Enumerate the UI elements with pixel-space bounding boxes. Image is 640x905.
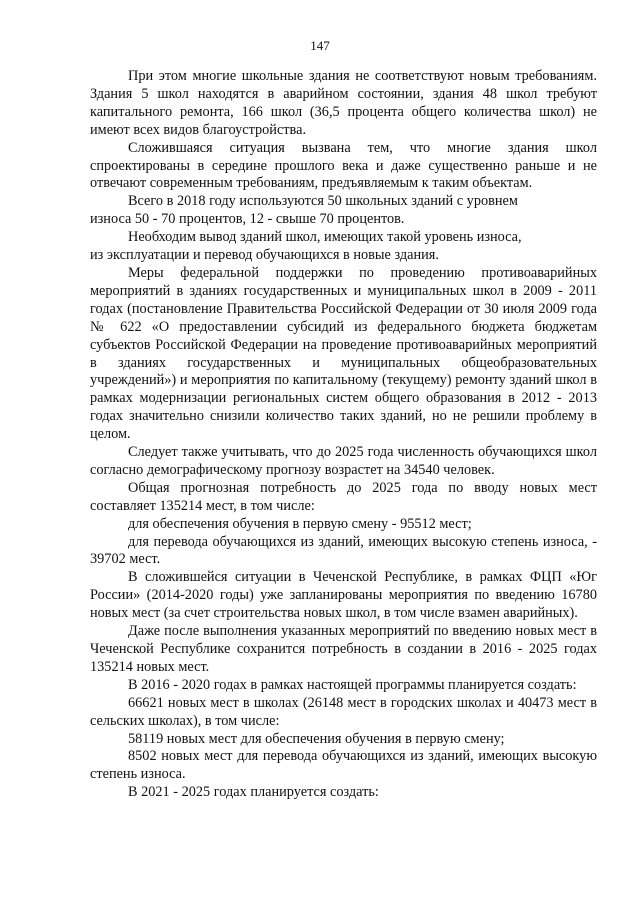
paragraph-8: Следует также учитывать, что до 2025 года численность обучающихся школ согласно демографическому прогнозу возрастет на 34540 человек. <box>90 444 597 478</box>
paragraph-11: для перевода обучающихся из зданий, имеющих высокую степень износа, - 39702 мест. <box>90 533 597 568</box>
paragraph-14: В 2016 - 2020 годах в рамках настоящей программы планируется создать: <box>128 676 577 693</box>
paragraph-13: Даже после выполнения указанных мероприятий по введению новых мест в Чеченской Республике сохранится потребность в создании в 2016 - 2025 годах 135214 новых мест. <box>90 623 597 675</box>
paragraph-4: износа 50 - 70 процентов, 12 - свыше 70 процентов. <box>90 211 405 228</box>
paragraph-17: 8502 новых мест для перевода обучающихся из зданий, имеющих высокую степень износа. <box>90 748 597 783</box>
paragraph-2: Сложившаяся ситуация вызвана тем, что многие здания школ спроектированы в середине прошлого века и даже существенно раньше и не отвечают современным требованиям, предъявляемым к таким объектам. <box>90 139 597 192</box>
page-number: 147 <box>310 38 330 53</box>
paragraph-7: Меры федеральной поддержки по проведению противоаварийных мероприятий в зданиях государственных и муниципальных школ в 2009 - 2011 годах (постановление Правительства Российской Федерации от 30 июля 2009 года № 622 «О предоставлении субсидий из федерального бюджета бюджетам субъектов Российской Федерации на проведение противоаварийных мероприятий в зданиях государственных и муниципальных общеобразовательных учреждений») и мероприятия по капитальному (текущему) ремонту зданий школ в рамках модернизации региональных систем общего образования в 2012 - 2013 годах значительно снизили количество таких зданий, но не решили проблему в целом. <box>90 264 597 443</box>
paragraph-18: В 2021 - 2025 годах планируется создать: <box>128 784 379 801</box>
paragraph-5: Необходим вывод зданий школ, имеющих такой уровень износа, <box>128 229 522 246</box>
paragraph-9: Общая прогнозная потребность до 2025 года по вводу новых мест составляет 135214 мест, в том числе: <box>90 479 597 514</box>
body-text <box>90 68 597 802</box>
paragraph-15: 66621 новых мест в школах (26148 мест в городских школах и 40473 мест в сельских школах), в том числе: <box>90 694 597 729</box>
paragraph-6: из эксплуатации и перевод обучающихся в новые здания. <box>90 247 439 264</box>
paragraph-10: для обеспечения обучения в первую смену - 95512 мест; <box>128 515 472 532</box>
paragraph-16: 58119 новых мест для обеспечения обучения в первую смену; <box>128 730 505 747</box>
paragraph-12: В сложившейся ситуации в Чеченской Республике, в рамках ФЦП «Юг России» (2014-2020 годы) уже запланированы мероприятия по введению 16780 новых мест (за счет строительства новых школ, в том числе взамен аварийных). <box>90 569 597 622</box>
paragraph-3: Всего в 2018 году используются 50 школьных зданий с уровнем <box>128 193 518 210</box>
paragraph-1: При этом многие школьные здания не соответствуют новым требованиям. Здания 5 школ находятся в аварийном состоянии, здания 48 школ требуют капитального ремонта, 166 школ (36,5 процента общего количества школ) не имеют всех видов благоустройства. <box>90 68 597 138</box>
